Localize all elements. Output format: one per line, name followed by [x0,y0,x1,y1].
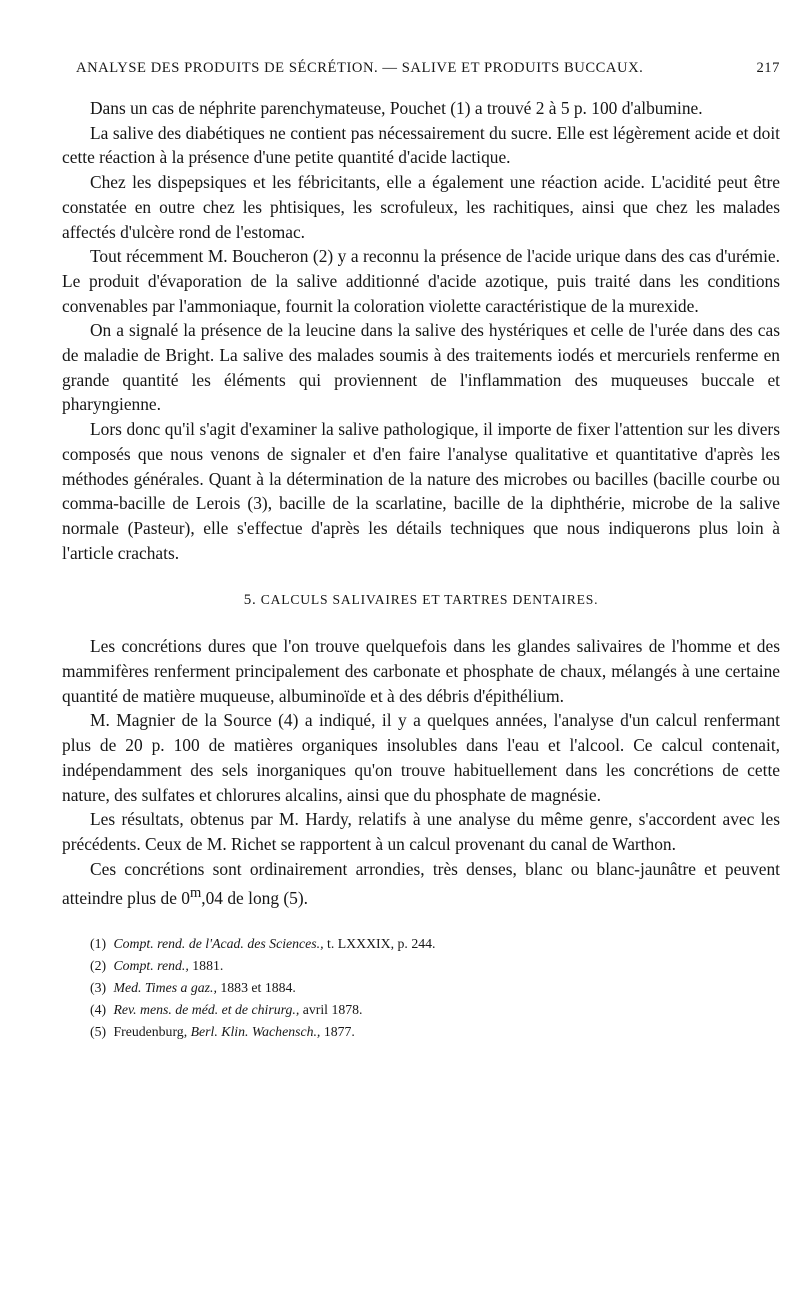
page [62,56,780,1043]
footnote-mark: (1) [90,935,107,951]
footnote [62,933,780,955]
paragraph-text-end: ,04 de long (5). [201,888,309,909]
footnote [62,1021,780,1043]
paragraph: Les résultats, obtenus par M. Hardy, relatifs à une analyse du même genre, s'accordent avec les précédents. Ceux de M. Richet se rapportent à un calcul provenant du canal de Warthon. [62,809,780,854]
paragraph: La salive des diabétiques ne contient pas nécessairement du sucre. Elle est légèrement acide et doit cette réaction à la présence d'une petite quantité d'acide lactique. [62,122,780,168]
paragraph-text: Ces concrétions sont ordinairement arrondies, très denses, blanc ou blanc-jaunâtre et peuvent atteindre plus de 0 [62,858,780,909]
footnote-ref: 1877. [320,1023,355,1039]
running-head [62,56,780,82]
body-text [62,96,780,911]
footnote-mark: (5) [90,1023,107,1039]
footnote-source: Compt. rend., [113,957,189,973]
footnote-source: Med. Times a gaz., [113,979,217,995]
paragraph: Dans un cas de néphrite parenchymateuse, Pouchet (1) a trouvé 2 à 5 p. 100 d'albumine. [90,98,703,118]
footnote-source: Compt. rend. de l'Acad. des Sciences., [113,935,324,951]
section-heading [62,590,780,610]
footnote [62,999,780,1021]
paragraph: Chez les dispepsiques et les fébricitants, elle a également une réaction acide. L'acidité peut être constatée en outre chez les phtisiques, les scrofuleux, les rachitiques, ainsi que chez les malades affectés d'ulcère rond de l'estomac. [62,172,780,242]
footnotes [62,933,780,1043]
paragraph: Lors donc qu'il s'agit d'examiner la salive pathologique, il importe de fixer l'attention sur les divers composés que nous venons de signaler et d'en faire l'analyse qualitative et quantitative d'après les méthodes générales. Quant à la détermination de la nature des microbes ou bacilles (bacille courbe ou comma-bacille de Lerois (3), bacille de la scarlatine, bacille de la diphthérie, microbe de la salive normale (Pasteur), elle s'effectue d'après les détails techniques que nous indiquerons plus loin à l'article crachats. [62,419,780,563]
footnote-ref: avril 1878. [299,1001,363,1017]
superscript-unit: m [189,885,202,902]
footnote-mark: (3) [90,979,107,995]
paragraph-last [62,857,780,911]
paragraph: On a signalé la présence de la leucine dans la salive des hystériques et celle de l'urée dans des cas de maladie de Bright. La salive des malades soumis à des traitements iodés et mercuriels renferme en grande quantité les éléments qui proviennent de l'inflammation des muqueuses buccale et pharyngienne. [62,320,780,415]
page-number: 217 [756,60,780,76]
section-number: 5. [243,592,257,609]
footnote [62,955,780,977]
paragraph: M. Magnier de la Source (4) a indiqué, il y a quelques années, l'analyse d'un calcul renfermant plus de 20 p. 100 de matières organiques insolubles dans l'eau et l'alcool. Ce calcul contenait, indépendamment des sels inorganiques qu'on trouve habituellement dans les concrétions de cette nature, des sulfates et chlorures alcalins, ainsi que du phosphate de magnésie. [62,710,780,805]
paragraph: Tout récemment M. Boucheron (2) y a reconnu la présence de l'acide urique dans des cas d'urémie. Le produit d'évaporation de la salive additionné d'acide azotique, puis traité dans les conditions convenables par l'ammoniaque, fournit la coloration violette caractéristique de la murexide. [62,246,780,316]
section-title: CALCULS SALIVAIRES ET TARTRES DENTAIRES. [260,592,599,608]
footnote-source: Berl. Klin. Wachensch., [190,1023,321,1039]
footnote-ref: 1883 et 1884. [216,979,296,995]
footnote-mark: (4) [90,1001,107,1017]
footnote-ref: t. LXXXIX, p. 244. [323,935,436,951]
footnote-ref: 1881. [188,957,224,973]
paragraph: Les concrétions dures que l'on trouve quelquefois dans les glandes salivaires de l'homme et des mammifères renferment principalement des carbonate et phosphate de chaux, mélangés à une certaine quantité de matière muqueuse, albuminoïde et à des débris d'épithélium. [62,636,780,706]
footnote [62,977,780,999]
footnote-author: Freudenburg, [113,1023,191,1039]
running-head-title: ANALYSE DES PRODUITS DE SÉCRÉTION. — SALIVE ET PRODUITS BUCCAUX. [76,60,644,76]
footnote-source: Rev. mens. de méd. et de chirurg., [113,1001,300,1017]
footnote-mark: (2) [90,957,107,973]
